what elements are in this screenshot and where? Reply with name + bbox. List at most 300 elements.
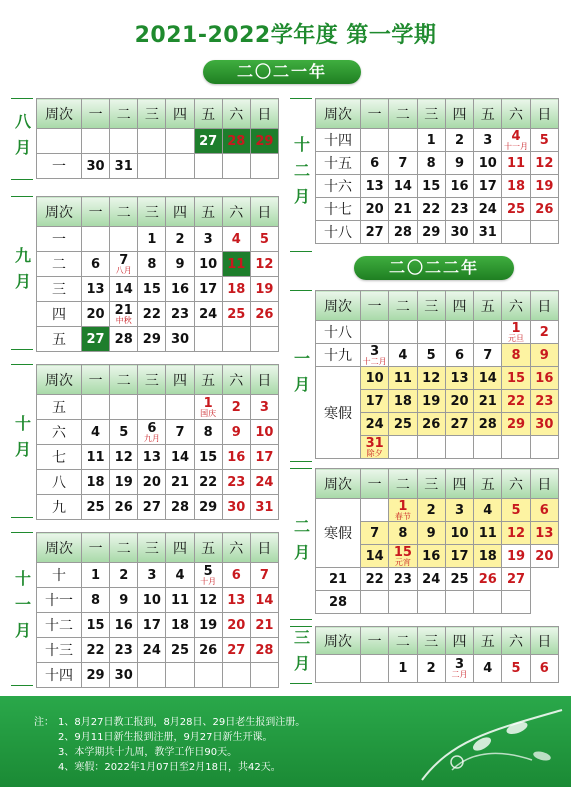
- day-cell: [250, 395, 278, 420]
- day-number: 24: [478, 201, 497, 217]
- lunar-festival-label: 除夕: [366, 448, 383, 458]
- week-number-cell: 一: [37, 227, 82, 252]
- weekday-header: 一: [82, 533, 110, 563]
- day-number: 3: [454, 502, 464, 518]
- weekday-header: 四: [166, 365, 194, 395]
- day-cell: [316, 568, 361, 591]
- day-cell: [445, 522, 473, 545]
- day-cell: [502, 591, 530, 614]
- day-number: 4: [483, 661, 493, 676]
- weekday-header: 三: [138, 533, 166, 563]
- week-number-cell: 八: [37, 470, 82, 495]
- day-cell: [389, 152, 417, 175]
- day-cell: [82, 470, 110, 495]
- day-number: 22: [142, 306, 161, 322]
- day-number: 11: [170, 592, 190, 608]
- day-number: 21: [255, 617, 274, 633]
- day-cell: [250, 638, 278, 663]
- day-number: 5: [426, 347, 436, 363]
- day-number: 29: [255, 133, 274, 149]
- day-number: 1: [511, 320, 521, 336]
- month-table-6: [315, 468, 559, 614]
- day-number: 3: [259, 399, 269, 415]
- day-number: 15: [199, 449, 218, 465]
- day-number: 11: [86, 449, 105, 465]
- day-cell: [250, 445, 278, 470]
- day-number: 3: [483, 132, 493, 148]
- weekday-header: 四: [166, 197, 194, 227]
- day-number: 5: [119, 424, 129, 440]
- day-cell: [166, 395, 194, 420]
- day-number: 30: [170, 331, 190, 347]
- day-cell: [530, 221, 558, 244]
- day-cell: [445, 344, 473, 367]
- week-number-cell: 十四: [37, 663, 82, 688]
- day-number: 30: [114, 667, 133, 683]
- day-cell: [389, 545, 417, 568]
- day-cell: [502, 436, 530, 459]
- day-cell: [361, 390, 389, 413]
- weekday-header: 二: [389, 627, 417, 655]
- table-row: [316, 152, 559, 175]
- day-cell: [474, 390, 502, 413]
- day-cell: [389, 591, 417, 614]
- day-cell: [474, 568, 502, 591]
- day-cell: [138, 129, 166, 154]
- day-cell: [530, 390, 558, 413]
- day-number: 7: [175, 424, 185, 440]
- day-number: 17: [478, 178, 497, 194]
- weekday-header: 六: [222, 533, 250, 563]
- day-cell: [110, 154, 138, 179]
- day-number: 24: [142, 642, 161, 658]
- day-number: 27: [450, 416, 469, 432]
- day-cell: [222, 663, 250, 688]
- day-number: 3: [370, 343, 380, 359]
- day-number: 31: [255, 499, 274, 515]
- day-number: 17: [365, 393, 384, 409]
- day-cell: [417, 522, 445, 545]
- day-number: 2: [231, 399, 241, 415]
- weekday-header: 四: [166, 533, 194, 563]
- day-number: 7: [119, 252, 129, 268]
- day-number: 5: [511, 661, 521, 676]
- day-number: 23: [170, 306, 190, 322]
- day-number: 28: [393, 224, 412, 240]
- week-number-cell: 寒假: [316, 367, 361, 459]
- day-cell: [389, 367, 417, 390]
- month-label-dec: 十二月: [290, 98, 312, 252]
- week-number-cell: 十五: [316, 152, 361, 175]
- week-column-header: 周次: [37, 197, 82, 227]
- day-number: 11: [393, 370, 412, 386]
- weekday-header: 五: [194, 197, 222, 227]
- table-row: [316, 367, 559, 390]
- day-number: 8: [91, 592, 101, 608]
- day-cell: [389, 175, 417, 198]
- weekday-header: 日: [250, 365, 278, 395]
- day-number: 26: [255, 306, 274, 322]
- day-cell: [417, 367, 445, 390]
- day-cell: [502, 522, 530, 545]
- day-cell: [361, 436, 389, 459]
- day-number: 21: [328, 571, 348, 587]
- day-number: 2: [175, 231, 185, 247]
- day-cell: [250, 154, 278, 179]
- day-number: 26: [535, 201, 554, 217]
- day-cell: [474, 436, 502, 459]
- table-row: [37, 227, 279, 252]
- week-number-cell: 二: [37, 252, 82, 277]
- weekday-header: 六: [502, 469, 530, 499]
- day-number: 2: [426, 661, 436, 676]
- day-cell: [222, 129, 250, 154]
- week-column-header: 周次: [316, 627, 361, 655]
- day-cell: [250, 277, 278, 302]
- day-cell: [166, 563, 194, 588]
- day-cell: [502, 367, 530, 390]
- month-table-3: [36, 532, 279, 688]
- day-number: 24: [255, 474, 274, 490]
- month-label-oct: 十月: [11, 364, 33, 518]
- note-item-1: 1、8月27日教工报到，8月28日、29日老生报到注册。: [58, 717, 306, 728]
- day-number: 14: [365, 548, 384, 564]
- week-column-header: 周次: [316, 291, 361, 321]
- day-number: 6: [454, 347, 464, 363]
- month-table-2: [36, 364, 279, 520]
- week-number-cell: 九: [37, 495, 82, 520]
- day-number: 21: [393, 201, 412, 217]
- day-cell: [389, 522, 417, 545]
- day-cell: [502, 344, 530, 367]
- day-cell: [222, 638, 250, 663]
- day-number: 1: [398, 498, 408, 514]
- day-number: 12: [255, 256, 274, 272]
- day-cell: [417, 545, 445, 568]
- table-row: [316, 655, 559, 683]
- day-cell: [222, 395, 250, 420]
- day-cell: [417, 568, 445, 591]
- day-cell: [502, 390, 530, 413]
- day-cell: [474, 129, 502, 152]
- month-label-sep: 九月: [11, 196, 33, 350]
- day-cell: [110, 638, 138, 663]
- day-number: 4: [511, 128, 521, 144]
- weekday-header: 四: [445, 469, 473, 499]
- table-row: [316, 321, 559, 344]
- day-number: 4: [398, 347, 408, 363]
- lunar-festival-label: 春节: [394, 511, 411, 521]
- week-number-cell: 五: [37, 327, 82, 352]
- day-number: 15: [507, 370, 526, 386]
- weekday-header: 五: [194, 365, 222, 395]
- day-cell: [389, 221, 417, 244]
- day-cell: [250, 563, 278, 588]
- day-cell: [250, 302, 278, 327]
- day-cell: [138, 613, 166, 638]
- weekday-header: 日: [530, 291, 558, 321]
- lunar-festival-label: 二月: [451, 670, 468, 679]
- day-cell: [166, 227, 194, 252]
- table-row: [37, 395, 279, 420]
- day-cell: [138, 495, 166, 520]
- week-number-cell: 十六: [316, 175, 361, 198]
- day-cell: [250, 588, 278, 613]
- month-label-feb: 二月: [290, 468, 312, 620]
- table-row: [37, 495, 279, 520]
- weekday-header: 一: [361, 291, 389, 321]
- weekday-header: 三: [417, 469, 445, 499]
- day-number: 6: [539, 502, 549, 518]
- day-number: 10: [365, 370, 384, 386]
- week-number-cell: 四: [37, 302, 82, 327]
- day-number: 30: [535, 416, 554, 432]
- day-cell: [361, 344, 389, 367]
- day-number: 19: [199, 617, 218, 633]
- day-number: 10: [255, 424, 274, 440]
- day-number: 11: [507, 155, 526, 171]
- day-cell: [222, 302, 250, 327]
- day-number: 26: [478, 571, 497, 587]
- day-cell: [138, 420, 166, 445]
- table-row: [37, 129, 279, 154]
- table-row: [37, 613, 279, 638]
- day-cell: [82, 154, 110, 179]
- month-label-aug: 八月: [11, 98, 33, 180]
- day-cell: [110, 395, 138, 420]
- calendar-title: 2021-2022学年度 第一学期: [134, 23, 437, 48]
- day-cell: [502, 221, 530, 244]
- day-cell: [417, 499, 445, 522]
- day-number: 17: [255, 449, 274, 465]
- day-cell: [82, 277, 110, 302]
- day-cell: [222, 154, 250, 179]
- day-cell: [222, 420, 250, 445]
- day-cell: [474, 522, 502, 545]
- day-cell: [361, 129, 389, 152]
- day-number: 14: [255, 592, 274, 608]
- day-number: 27: [227, 642, 246, 658]
- day-cell: [530, 152, 558, 175]
- weekday-header: 四: [445, 627, 473, 655]
- day-number: 25: [86, 499, 105, 515]
- week-number-cell: 十二: [37, 613, 82, 638]
- week-number-cell: 五: [37, 395, 82, 420]
- day-cell: [194, 470, 222, 495]
- day-number: 24: [365, 416, 384, 432]
- day-cell: [530, 321, 558, 344]
- day-cell: [530, 522, 558, 545]
- day-cell: [530, 436, 558, 459]
- day-number: 8: [511, 347, 521, 363]
- table-row: [37, 154, 279, 179]
- day-cell: [530, 499, 558, 522]
- day-number: 16: [114, 617, 133, 633]
- month-table-4: [315, 98, 559, 244]
- day-cell: [222, 563, 250, 588]
- weekday-header: 二: [110, 365, 138, 395]
- day-cell: [110, 227, 138, 252]
- day-number: 1: [426, 132, 436, 148]
- day-cell: [110, 302, 138, 327]
- week-number-cell: 十: [37, 563, 82, 588]
- weekday-header: 二: [389, 99, 417, 129]
- day-cell: [82, 302, 110, 327]
- day-cell: [474, 344, 502, 367]
- day-cell: [502, 175, 530, 198]
- day-cell: [110, 445, 138, 470]
- day-number: 27: [507, 571, 526, 587]
- day-number: 30: [450, 224, 469, 240]
- weekday-header: 三: [417, 99, 445, 129]
- weekday-header: 六: [502, 291, 530, 321]
- day-number: 13: [365, 178, 384, 194]
- day-cell: [138, 445, 166, 470]
- day-number: 8: [203, 424, 213, 440]
- day-cell: [138, 327, 166, 352]
- day-cell: [138, 563, 166, 588]
- day-cell: [250, 495, 278, 520]
- day-number: 15: [393, 544, 412, 560]
- day-number: 22: [507, 393, 526, 409]
- day-number: 1: [398, 661, 408, 676]
- weekday-header: 三: [138, 99, 166, 129]
- day-number: 19: [535, 178, 554, 194]
- day-number: 20: [535, 548, 554, 564]
- day-cell: [417, 152, 445, 175]
- day-cell: [194, 445, 222, 470]
- day-cell: [474, 545, 502, 568]
- day-number: 17: [199, 281, 218, 297]
- day-number: 7: [259, 567, 269, 583]
- day-cell: [166, 252, 194, 277]
- day-cell: [166, 129, 194, 154]
- table-row: [37, 638, 279, 663]
- day-number: 18: [86, 474, 105, 490]
- day-cell: [417, 390, 445, 413]
- day-number: 4: [483, 502, 493, 518]
- day-cell: [417, 198, 445, 221]
- day-cell: [82, 495, 110, 520]
- weekday-header: 四: [445, 99, 473, 129]
- day-cell: [110, 277, 138, 302]
- day-cell: [138, 638, 166, 663]
- day-number: 19: [114, 474, 133, 490]
- day-number: 18: [227, 281, 246, 297]
- week-number-cell: 十九: [316, 344, 361, 367]
- table-row: [316, 175, 559, 198]
- day-cell: [502, 545, 530, 568]
- month-table-1: [36, 196, 279, 352]
- weekday-header: 日: [250, 99, 278, 129]
- day-number: 28: [227, 133, 246, 149]
- day-cell: [138, 663, 166, 688]
- day-cell: [474, 367, 502, 390]
- weekday-header: 日: [530, 99, 558, 129]
- day-cell: [222, 495, 250, 520]
- week-number-cell: 十四: [316, 129, 361, 152]
- day-cell: [417, 175, 445, 198]
- day-cell: [222, 613, 250, 638]
- day-cell: [474, 175, 502, 198]
- day-cell: [530, 655, 558, 683]
- day-cell: [138, 227, 166, 252]
- month-label-nov: 十一月: [11, 532, 33, 686]
- day-number: 15: [142, 281, 161, 297]
- day-cell: [445, 321, 473, 344]
- day-cell: [361, 522, 389, 545]
- day-number: 12: [199, 592, 218, 608]
- day-cell: [222, 277, 250, 302]
- notes-label: 注：: [34, 717, 54, 728]
- day-number: 7: [398, 155, 408, 171]
- weekday-header: 一: [82, 197, 110, 227]
- week-number-cell: 十八: [316, 321, 361, 344]
- day-cell: [502, 655, 530, 683]
- weekday-header: 三: [138, 365, 166, 395]
- day-number: 23: [227, 474, 246, 490]
- lunar-festival-label: 八月: [115, 265, 132, 275]
- day-cell: [250, 227, 278, 252]
- day-cell: [474, 198, 502, 221]
- table-row: [316, 198, 559, 221]
- day-cell: [166, 445, 194, 470]
- weekday-header: 一: [361, 627, 389, 655]
- day-number: 2: [119, 567, 129, 583]
- day-number: 12: [114, 449, 133, 465]
- day-cell: [389, 129, 417, 152]
- week-number-cell: 十七: [316, 198, 361, 221]
- day-number: 23: [114, 642, 133, 658]
- day-cell: [82, 638, 110, 663]
- weekday-header: 六: [222, 365, 250, 395]
- table-row: [316, 568, 559, 591]
- day-cell: [250, 470, 278, 495]
- day-cell: [82, 227, 110, 252]
- lunar-festival-label: 十月: [200, 576, 217, 586]
- day-number: 9: [119, 592, 129, 608]
- day-cell: [222, 445, 250, 470]
- day-number: 29: [142, 331, 161, 347]
- year-banner-2022: 二〇二二年: [354, 256, 514, 280]
- day-cell: [361, 499, 389, 522]
- day-cell: [166, 638, 194, 663]
- table-row: [37, 445, 279, 470]
- day-number: 24: [199, 306, 218, 322]
- day-cell: [530, 198, 558, 221]
- day-number: 3: [147, 567, 157, 583]
- day-cell: [82, 445, 110, 470]
- day-number: 25: [170, 642, 190, 658]
- table-row: [316, 129, 559, 152]
- day-number: 14: [393, 178, 412, 194]
- day-cell: [194, 638, 222, 663]
- table-row: [316, 591, 559, 614]
- day-cell: [361, 175, 389, 198]
- day-number: 30: [86, 158, 105, 174]
- day-cell: [417, 413, 445, 436]
- day-cell: [194, 563, 222, 588]
- weekday-header: 三: [138, 197, 166, 227]
- day-cell: [194, 663, 222, 688]
- day-cell: [222, 227, 250, 252]
- day-number: 28: [114, 331, 133, 347]
- day-cell: [389, 436, 417, 459]
- table-row: [37, 252, 279, 277]
- day-cell: [474, 221, 502, 244]
- day-cell: [194, 327, 222, 352]
- day-cell: [361, 545, 389, 568]
